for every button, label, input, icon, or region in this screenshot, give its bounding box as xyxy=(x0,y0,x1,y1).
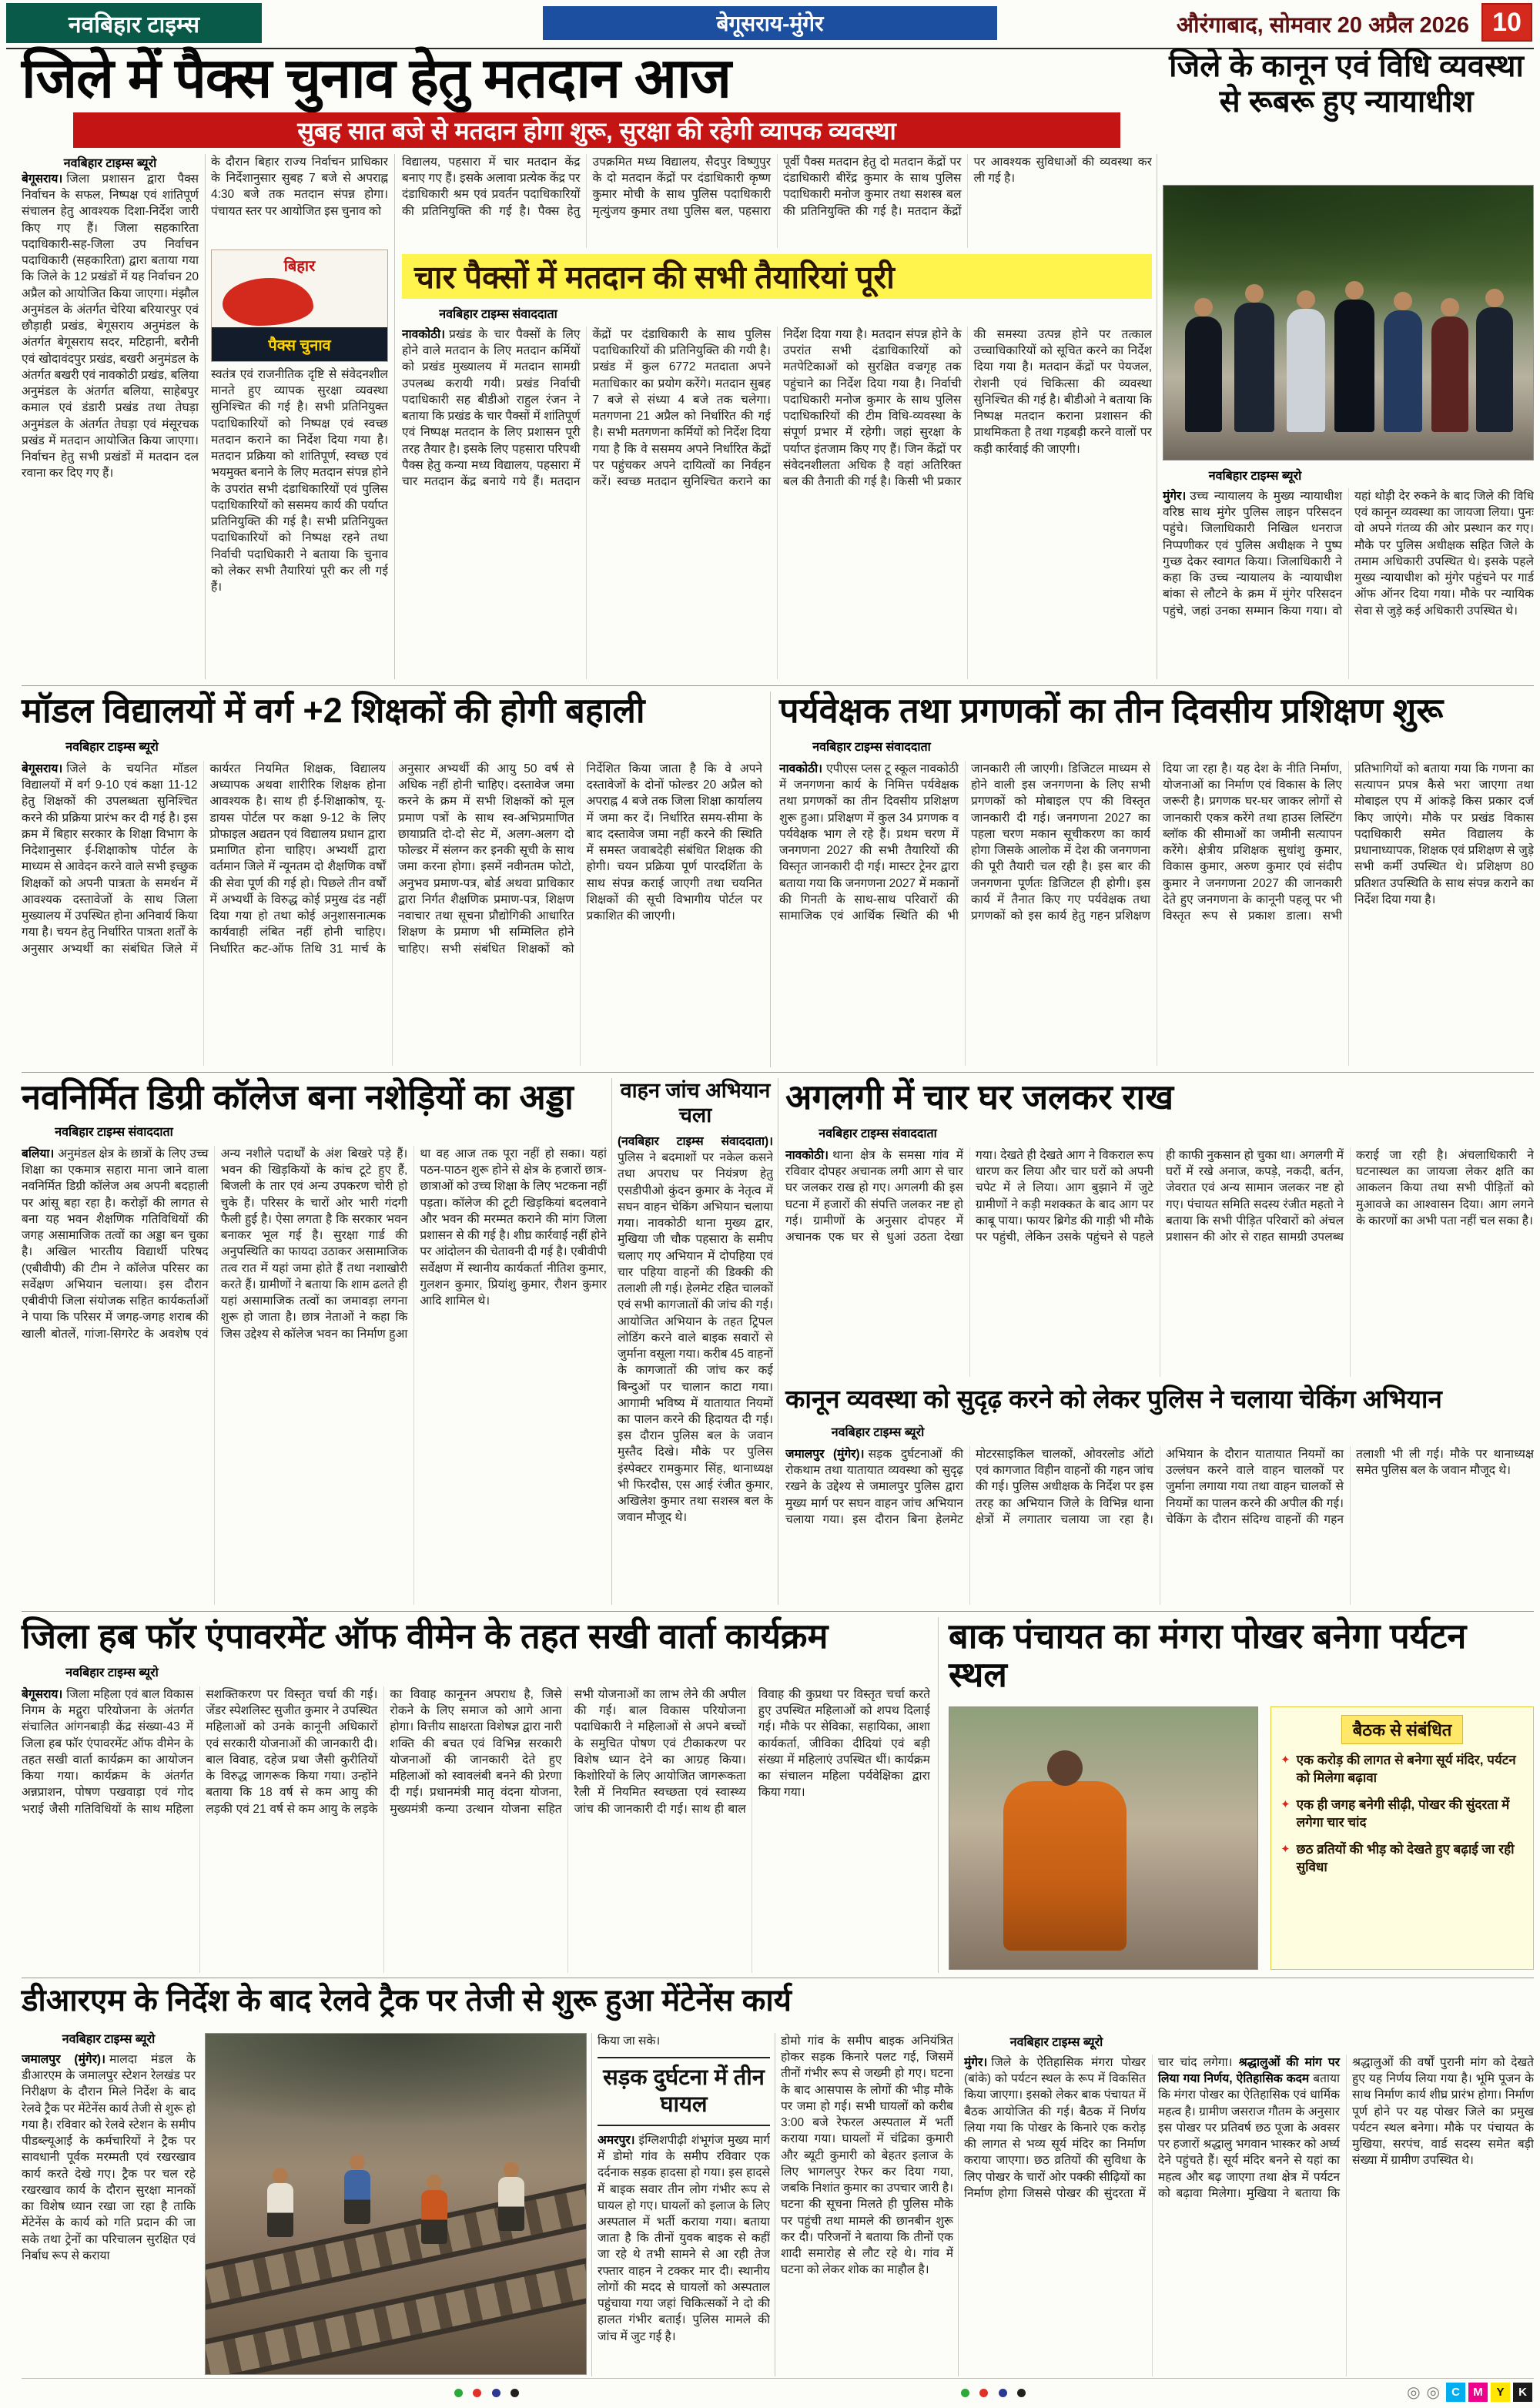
bullet-icon: ✦ xyxy=(1281,1842,1291,1856)
sakhi-body: बेगूसराय। जिला महिला एवं बाल विकास निगम के मद्गुरा परियोजना के अंतर्गत संचालित आंगनबाड़ी केंद्र संख्या-43 में जिला हब फॉर एंपावरमेंट ऑफ वीमेन के तहत सखी वार्ता कार्यक्रम का आयोजन किया गया। कार्यक्रम के अंतर्गत अन्नप्राशन, पोषण पखवाड़ा एवं गोद भराई जैसी गतिविधियों के साथ महिला सशक्तिकरण पर विस्तृत चर्चा की गई। जेंडर स्पेशलिस्ट सुजीत कुमार ने उपस्थित महिलाओं को उनके कानूनी अधिकारों एवं सरकारी योजनाओं की जानकारी दी। बाल विवाह, दहेज प्रथा जैसी कुरीतियों के विरुद्ध जागरूक किया गया। उन्होंने बताया कि 18 वर्ष से कम आयु की लड़की एवं 21 वर्ष से कम आयु के लड़के का विवाह कानूनन अपराध है, जिसे रोकने के लिए समाज को आगे आना होगा। वित्तीय साक्षरता विशेषज्ञ द्वारा नारी शक्ति की बचत एवं विभिन्न सरकारी योजनाओं की जानकारी देते हुए महिलाओं को स्वावलंबी बनने की प्रेरणा दी गई। प्रधानमंत्री मातृ वंदना योजना, मुख्यमंत्री कन्या उत्थान योजना सहित सभी योजनाओं का लाभ लेने की अपील की गई। बाल विकास परियोजना पदाधिकारी ने महिलाओं से अपने बच्चों के समुचित पोषण एवं टीकाकरण पर विशेष ध्यान देने का आग्रह किया। किशोरियों के लिए आयोजित जागरूकता रैली में नियमित स्वच्छता एवं स्वास्थ्य जांच की जानकारी दी गई। साथ ही बाल विवाह की कुप्रथा पर विस्तृत चर्चा करते हुए उपस्थित महिलाओं को शपथ दिलाई गई। मौके पर सेविका, सहायिका, आशा कार्यकर्ता, जीविका दीदियां एवं बड़ी संख्या में महिलाएं उपस्थित थीं। कार्यक्रम का संचालन महिला पर्यवेक्षिका द्वारा किया गया। xyxy=(22,1688,930,1816)
column-rule xyxy=(394,154,395,679)
date-line: औरंगाबाद, सोमवार 20 अप्रैल 2026 xyxy=(1176,13,1469,38)
page-number-badge: 10 xyxy=(1481,3,1532,42)
column-rule xyxy=(205,154,206,679)
dateline: नावकोठी। xyxy=(785,1149,829,1162)
worker-figure xyxy=(344,2170,370,2224)
sakhi-headline: जिला हब फॉर एंपावरमेंट ऑफ वीमेन के तहत सखी वार्ता कार्यक्रम xyxy=(22,1616,829,1656)
fire-headline: अगलगी में चार घर जलकर राख xyxy=(785,1077,1174,1117)
person-figure xyxy=(1287,309,1325,432)
person-figure xyxy=(1384,310,1422,432)
infobox-title: बैठक से संबंधित xyxy=(1341,1715,1464,1744)
police-check-body: जमालपुर (मुंगेर)। सड़क दुर्घटनाओं की रोकथाम तथा यातायात व्यवस्था को सुदृढ़ रखने के उद्देश्य से जमालपुर पुलिस द्वारा मुख्य मार्ग पर सघन वाहन जांच अभियान चलाया गया। इस दौरान बिना हेलमेट मोटरसाइकिल चालकों, ओवरलोड ऑटो एवं कागजात विहीन वाहनों की गहन जांच की गई। पुलिस अधीक्षक के निर्देश पर इस तरह का अभियान जिले के विभिन्न थाना क्षेत्रों में लगातार चलाया जा रहा है। अभियान के दौरान यातायात नियमों का उल्लंघन करने वाले वाहन चालकों पर जुर्माना लगाया गया तथा वाहन चालकों से नियमों का पालन करने की अपील की गई। चेकिंग के दौरान संदिग्ध वाहनों की गहन तलाशी भी ली गई। मौके पर थानाध्यक्ष समेत पुलिस बल के जवान मौजूद थे। xyxy=(785,1448,1534,1526)
infobox-item: ✦ एक करोड़ की लागत से बनेगा सूर्य मंदिर, पर्यटन को मिलेगा बढ़ावा xyxy=(1281,1752,1524,1787)
lead-article-continuation: विद्यालय, पहसारा में चार मतदान केंद्र बनाए गए हैं। इसके अलावा प्रत्येक केंद्र पर दंडाधिकारी श्रम एवं प्रवर्तन पदाधिकारियों की प्रतिनियुक्ति की गई है। पैक्स हेतु उपक्रमित मध्य विद्यालय, सैदपुर विष्णुपुर के दो मतदान केंद्रों पर दंडाधिकारी कृष्ण कुमार मोची के साथ पुलिस पदाधिकारी मृत्युंजय कुमार तथा पुलिस बल, पहसारा पूर्वी पैक्स मतदान हेतु दो मतदान केंद्रों पर दंडाधिकारी बीरेंद्र कुमार के साथ पुलिस पदाधिकारी मनोज कुमार तथा सशस्त्र बल की प्रतिनियुक्ति की गई है। मतदान केंद्रों पर आवश्यक सुविधाओं की व्यवस्था कर ली गई है। xyxy=(402,156,1152,218)
byline: नवबिहार टाइम्स ब्यूरो xyxy=(831,1426,925,1439)
dateline: जमालपुर (मुंगेर)। xyxy=(785,1448,865,1461)
byline: नवबिहार टाइम्स संवाददाता xyxy=(819,1127,937,1140)
lead-subheadline-banner: सुबह सात बजे से मतदान होगा शुरू, सुरक्षा की रहेगी व्यापक व्यवस्था xyxy=(73,112,1120,148)
registration-mark-icon: ◎ xyxy=(1426,2384,1440,2401)
training-body: नावकोठी। एपीएस प्लस टू स्कूल नावकोठी में जनगणना कार्य के निमित्त पर्यवेक्षक तथा प्रगणकों का तीन दिवसीय प्रशिक्षण शुरू हुआ। प्रशिक्षण में कुल 34 प्रगणक व पर्यवेक्षक भाग ले रहे हैं। प्रथम चरण में जनगणना 2027 की सभी तैयारियों की विस्तृत जानकारी दी गई। मास्टर ट्रेनर द्वारा बताया गया कि जनगणना 2027 में मकानों की गिनती के साथ-साथ परिवारों की सामाजिक एवं आर्थिक स्थिति की भी जानकारी ली जाएगी। डिजिटल माध्यम से होने वाली इस जनगणना के लिए सभी प्रगणकों को मोबाइल एप की विस्तृत जानकारी दी गई। जनगणना 2027 का पहला चरण मकान सूचीकरण का कार्य होगा जिसके आलोक में देश की जनगणना की पूरी तैयारी चल रही है। इस बार की जनगणना पूर्णतः डिजिटल ही होगी। इस कार्य में तैनात किए गए पर्यवेक्षक तथा प्रगणकों को इस कार्य हेतु गहन प्रशिक्षण दिया जा रहा है। यह देश के नीति निर्माण, योजनाओं का निर्माण एवं विकास के लिए जरूरी है। प्रगणक घर-घर जाकर लोगों से जानकारी एकत्र करेंगे तथा हाउस लिस्टिंग ब्लॉक की सीमाओं का जमीनी सत्यापन करेंगे। क्षेत्रीय प्रशिक्षक सुधांशु कुमार, विकास कुमार, अरुण कुमार एवं संदीप कुमार ने जनगणना 2027 की जानकारी देते हुए जनगणना के कानूनी पहलू पर भी विस्तृत रूप से प्रकाश डाला। सभी प्रतिभागियों को बताया गया कि गणना का सत्यापन प्रपत्र कैसे भरा जाएगा तथा मोबाइल एप में आंकड़े किस प्रकार दर्ज किए जाएंगे। मौके पर प्रखंड विकास पदाधिकारी समेत विद्यालय के प्रधानाध्यापक, शिक्षक एवं प्रशिक्षण से जुड़े सभी कर्मी उपस्थित थे। प्रशिक्षण 80 प्रतिशत उपस्थिति के साथ संपन्न कराने का निर्देश दिया गया है। xyxy=(779,762,1534,923)
color-dot-red xyxy=(473,2389,481,2397)
dateline: बलिया। xyxy=(22,1147,55,1160)
byline: नवबिहार टाइम्स ब्यूरो xyxy=(1009,2036,1103,2049)
color-dot-black xyxy=(1017,2389,1026,2397)
model-schools-headline: मॉडल विद्यालयों में वर्ग +2 शिक्षकों की होगी बहाली xyxy=(22,691,645,730)
meeting-infobox xyxy=(1270,1706,1534,1970)
byline: नवबिहार टाइम्स ब्यूरो xyxy=(1208,470,1302,483)
inline-subhead: श्रद्धालुओं की मांग पर लिया गया निर्णय, ऐतिहासिक कदम xyxy=(1158,2056,1341,2086)
print-color-dots xyxy=(961,2387,1033,2401)
accident-body2: डोमो गांव के समीप बाइक अनियंत्रित होकर सड़क किनारे पलट गई, जिसमें तीनों गंभीर रूप से जख्मी हो गए। घटना के बाद आसपास के लोगों की भीड़ मौके पर जमा हो गई। सभी घायलों को करीब 3:00 बजे रेफरल अस्पताल में भर्ती कराया गया। घायलों में चंद्रिका कुमारी और ब्यूटी कुमारी को बेहतर इलाज के लिए भागलपुर रेफर कर दिया गया, जबकि निशांत कुमार का उपचार जारी है। घटना की सूचना मिलते ही पुलिस मौके पर पहुंची तथा मामले की छानबीन शुरू कर दी। परिजनों ने बताया कि तीनों एक शादी समारोह से लौट रहे थे। गांव में घटना को लेकर शोक का माहौल है। xyxy=(781,2035,953,2277)
dateline: मुंगेर। xyxy=(1163,490,1187,503)
poster-region-label: बिहार xyxy=(283,258,316,275)
cmyk-m: M xyxy=(1468,2383,1488,2402)
lead-headline: जिले में पैक्स चुनाव हेतु मतदान आज xyxy=(22,48,731,109)
vehicle-check-body: (नवबिहार टाइम्स संवाददाता)। पुलिस ने बदमाशों पर नकेल कसने तथा अपराध पर नियंत्रण हेतु एसडीपीओ कुंदन कुमार के नेतृत्व में सघन वाहन चेकिंग अभियान चलाया गया। नावकोठी थाना मुख्य द्वार, मुखिया जी चौक पहसारा के समीप चलाए गए अभियान में दोपहिया एवं चार पहिया वाहनों की डिक्की की तलाशी ली गई। हेलमेट रहित चालकों एवं सभी कागजातों की जांच की गई। आयोजित अभियान के तहत ट्रिपल लोडिंग करने वाले बाइक सवारों से जुर्माना वसूला गया। करीब 45 वाहनों के कागजातों की जांच कर कई बिन्दुओं पर चालान काटा गया। आगामी भविष्य में यातायात नियमों का पालन करने की हिदायत दी गई। इस दौरान पुलिस बल के जवान मुस्तैद दिखे। मौके पर पुलिस इंस्पेक्टर रामकुमार सिंह, थानाध्यक्ष भी फिरदौस, एस आई रंजीत कुमार, अखिलेश कुमार तथा सशस्त्र बल के जवान मौजूद थे। xyxy=(618,1135,773,1525)
person-figure xyxy=(1476,307,1513,432)
cmyk-k: K xyxy=(1513,2383,1532,2402)
byline: नवबिहार टाइम्स संवाददाता xyxy=(439,308,557,321)
railway-track-photo xyxy=(205,2033,587,2375)
cmyk-y: Y xyxy=(1491,2383,1510,2402)
pacs-election-poster xyxy=(211,250,388,362)
color-dot-blue xyxy=(492,2389,500,2397)
color-dot-green xyxy=(961,2389,969,2397)
edition-banner: बेगूसराय-मुंगेर xyxy=(543,6,997,40)
person-figure xyxy=(1431,316,1468,432)
byline: नवबिहार टाइम्स ब्यूरो xyxy=(65,741,159,754)
masthead: नवबिहार टाइम्स xyxy=(6,3,262,43)
byline: नवबिहार टाइम्स संवाददाता xyxy=(55,1126,173,1139)
column-rule xyxy=(611,1078,612,1605)
dateline: नावकोठी। xyxy=(779,762,823,775)
accident-column: किया जा सके। सड़क दुर्घटना में तीन घायल अमरपुर। इंग्लिशपीढ़ी शंभूगंज मुख्य मार्ग में डोमो गांव के समीप रविवार एक दर्दनाक सड़क हादसा हो गया। इस हादसे में बाइक सवार तीन लोग गंभीर रूप से घायल हो गए। घायलों को इलाज के लिए अस्पताल में भर्ती कराया गया। बताया जाता है कि तीनों युवक बाइक से कहीं जा रहे थे तभी सामने से आ रही तेज रफ्तार वाहन ने टक्कर मार दी। स्थानीय लोगों की मदद से घायलों को अस्पताल पहुंचाया गया जहां चिकित्सकों ने दो की हालत गंभीर बताई। पुलिस मामले की जांच में जुट गई है। xyxy=(598,2035,770,2343)
person-figure xyxy=(1185,316,1222,432)
column-rule xyxy=(938,1617,939,1973)
lead-article-col2a: के दौरान बिहार राज्य निर्वाचन प्राधिकार के निर्देशानुसार सुबह 7 बजे से अपराह्न 4:30 बजे तक मतदान संपन्न होगा। पंचायत स्तर पर आयोजित इस चुनाव को xyxy=(211,156,388,218)
infobox-item: ✦ छठ व्रतियों की भीड़ को देखते हुए बढ़ाई जा रही सुविधा xyxy=(1281,1841,1524,1877)
cmyk-c: C xyxy=(1446,2383,1465,2402)
section-divider xyxy=(22,1611,1534,1612)
print-color-dots xyxy=(454,2387,526,2401)
bihar-map-icon xyxy=(223,278,313,326)
fire-body: नावकोठी। थाना क्षेत्र के समसा गांव में रविवार दोपहर अचानक लगी आग से चार घर जलकर राख हो गए। अगलगी की इस घटना में हजारों की संपत्ति जलकर नष्ट हो गई। ग्रामीणों के अनुसार दोपहर में अचानक एक घर से धुआं उठता देखा गया। देखते ही देखते आग ने विकराल रूप धारण कर लिया और चार घरों को अपनी चपेट में ले लिया। आग बुझाने में जुटे ग्रामीणों ने कड़ी मशक्कत के बाद आग पर काबू पाया। फायर ब्रिगेड की गाड़ी भी मौके पर पहुंची, लेकिन उसके पहुंचने से पहले ही काफी नुकसान हो चुका था। अगलगी में घरों में रखे अनाज, कपड़े, नकदी, बर्तन, जेवरात एवं अन्य सामान जलकर नष्ट हो गए। पंचायत समिति सदस्य रंजीत महतो ने बताया कि सभी पीड़ित परिवारों को अंचल प्रशासन की ओर से राहत सामग्री उपलब्ध कराई जा रही है। अंचलाधिकारी ने घटनास्थल का जायजा लेकर क्षति का आकलन किया तथा सभी पीड़ितों को मुआवजे का आश्वासन दिया। आग लगने के कारणों का अभी पता नहीं चल सका है। xyxy=(785,1149,1534,1244)
dateline: बेगूसराय। xyxy=(22,172,63,186)
bullet-icon: ✦ xyxy=(1281,1797,1291,1811)
footer-divider xyxy=(22,2378,1534,2379)
person-figure xyxy=(1234,303,1274,432)
dateline: जमालपुर (मुंगेर)। xyxy=(22,2053,105,2066)
section-divider xyxy=(22,1072,1534,1073)
registration-mark-icon: ◎ xyxy=(1407,2384,1421,2401)
person-figure xyxy=(1334,300,1374,432)
byline: नवबिहार टाइम्स ब्यूरो xyxy=(65,1666,159,1680)
byline: नवबिहार टाइम्स ब्यूरो xyxy=(63,157,157,170)
dateline: बेगूसराय। xyxy=(22,1688,63,1701)
dateline: मुंगेर। xyxy=(964,2056,988,2069)
judges-headline: जिले के कानून एवं विधि व्यवस्था से रूबरू हुए न्यायाधीश xyxy=(1169,49,1524,119)
pacs-ready-headline: चार पैक्सों में मतदान की सभी तैयारियां पूरी xyxy=(402,254,1152,299)
judges-body: मुंगेर। उच्च न्यायालय के मुख्य न्यायाधीश वरिष्ठ साथ मुंगेर पुलिस लाइन परिसदन पहुंचे। जिलाधिकारी निखिल धनराज निप्पणीकर एवं पुलिस अधीक्षक ने पुष्प गुच्छ देकर स्वागत किया। जिलाधिकारी ने कहा कि उच्च न्यायालय के न्यायाधीश बांका से लौटने के क्रम में मुंगेर परिसदन पहुंचे, जहां उनका सम्मान किया गया। वो यहां थोड़ी देर रुकने के बाद जिले की विधि एवं कानून व्यवस्था का जायजा लिया। पुनः वो अपने गंतव्य की ओर प्रस्थान कर गए। मौके पर पुलिस अधीक्षक सहित जिले के तमाम अधिकारी उपस्थित थे। इसके पहले मुख्य न्यायाधीश को मुंगेर पहुंचने पर गार्ड ऑफ ऑनर दिया गया। मौके पर न्यायिक सेवा से जुड़े कई अधिकारी उपस्थित थे। xyxy=(1163,490,1534,618)
byline: नवबिहार टाइम्स ब्यूरो xyxy=(62,2033,156,2046)
accident-headline: सड़क दुर्घटना में तीन घायल xyxy=(598,2057,770,2126)
column-rule xyxy=(958,2033,959,2376)
vehicle-check-headline: वाहन जांच अभियान चला xyxy=(620,1079,771,1127)
lead-article-col2b: स्वतंत्र एवं राजनीतिक दृष्टि से संवेदनशील मानते हुए व्यापक सुरक्षा व्यवस्था सुनिश्चित की गई है। सभी प्रतिनियुक्त पदाधिकारियों को निष्पक्ष एवं स्वच्छ मतदान कराने का निर्देश दिया गया है। मतदान प्रक्रिया को शांतिपूर्ण, स्वच्छ एवं भयमुक्त बनाने के लिए मतदान संपन्न होने के उपरांत सभी दंडाधिकारियों एवं पुलिस पदाधिकारियों को ससमय कार्य की पर्याप्त प्रतिनियुक्ति की गई है। सभी प्रतिनियुक्त पदाधिकारियों को निष्पक्ष रहने तथा निर्वाची पदाधिकारी ने बताया कि चुनाव को लेकर सभी तैयारियां पूरी कर ली गई हैं। xyxy=(211,368,388,594)
poster-title: पैक्स चुनाव xyxy=(212,327,387,361)
judges-visit-photo xyxy=(1163,185,1534,461)
pokhar-body: मुंगेर। जिले के ऐतिहासिक मंगरा पोखर (बांके) को पर्यटन स्थल के रूप में विकसित किया जाएगा। इसको लेकर बाक पंचायत में बैठक आयोजित की गई। बैठक में निर्णय लिया गया कि पोखर के किनारे एक करोड़ की लागत से भव्य सूर्य मंदिर का निर्माण कराया जाएगा। छठ व्रतियों की सुविधा के लिए पोखर के चारों ओर पक्की सीढ़ियों का निर्माण होगा जिससे पोखर की सुंदरता में चार चांद लगेगा। श्रद्धालुओं की मांग पर लिया गया निर्णय, ऐतिहासिक कदम बताया कि मंगरा पोखर का ऐतिहासिक एवं धार्मिक महत्व है। ग्रामीण जसराज गौतम के अनुसार इस पोखर पर प्रतिवर्ष छठ पूजा के अवसर पर हजारों श्रद्धालु भगवान भास्कर को अर्घ्य देने पहुंचते हैं। सूर्य मंदिर बनने से यहां का महत्व और बढ़ जाएगा तथा क्षेत्र में पर्यटन को बढ़ावा मिलेगा। मुखिया ने बताया कि श्रद्धालुओं की वर्षों पुरानी मांग को देखते हुए यह निर्णय लिया गया है। भूमि पूजन के साथ निर्माण कार्य शीघ्र प्रारंभ होगा। निर्माण पूर्ण होने पर यह पोखर जिले का प्रमुख पर्यटन स्थल बनेगा। मौके पर पंचायत के मुखिया, सरपंच, वार्ड सदस्य समेत बड़ी संख्या में ग्रामीण उपस्थित थे। xyxy=(964,2056,1534,2200)
color-dot-black xyxy=(511,2389,519,2397)
bullet-icon: ✦ xyxy=(1281,1753,1291,1767)
byline: नवबिहार टाइम्स संवाददाता xyxy=(812,741,931,754)
dateline: नावकोठी। xyxy=(402,328,446,341)
saffron-person-figure xyxy=(1003,1781,1127,1951)
color-dot-red xyxy=(979,2389,988,2397)
cmyk-print-marks xyxy=(1407,2383,1532,2402)
railway-headline: डीआरएम के निर्देश के बाद रेलवे ट्रैक पर तेजी से शुरू हुआ मेंटेनेंस कार्य xyxy=(22,1984,792,2018)
worker-figure xyxy=(498,2177,524,2231)
section-divider xyxy=(22,685,1534,686)
pacs-ready-body: नावकोठी। प्रखंड के चार पैक्सों के लिए होने वाले मतदान के लिए मतदान कर्मियों को प्रखंड मुख्यालय में मतदान सामग्री उपलब्ध करायी गयी। प्रखंड निर्वाची पदाधिकारी सह बीडीओ राहुल रंजन ने बताया कि प्रखंड के चार पैक्सों में शांतिपूर्ण एवं निष्पक्ष मतदान के लिए प्रशासन पूरी तरह तैयार है। इसके लिए पहसारा परिपथी पैक्स हेतु कन्या मध्य विद्यालय, पहसारा में चार मतदान केंद्र बनाये गये हैं। मतदान केंद्रों पर दंडाधिकारी के साथ पुलिस पदाधिकारियों की प्रतिनियुक्ति की गयी है। प्रखंड में कुल 6772 मतदाता अपने मताधिकार का प्रयोग करेंगे। मतदान सुबह 7 बजे से संध्या 4 बजे तक चलेगा। मतगणना 21 अप्रैल को निर्धारित की गई है। सभी मतगणना कर्मियों को निर्देश दिया गया है कि वे ससमय अपने निर्धारित केंद्रों पर पहुंचकर अपने दायित्वों का निर्वहन करें। स्वच्छ मतदान सुनिश्चित कराने का निर्देश दिया गया है। मतदान संपन्न होने के उपरांत सभी दंडाधिकारियों को मतपेटिकाओं को सुरक्षित वज्रगृह तक पहुंचाने का निर्देश दिया गया है। निर्वाची पदाधिकारी मनोज कुमार के साथ पुलिस पदाधिकारियों की टीम विधि-व्यवस्था के संपूर्ण प्रभार में रहेगी। जहां सुरक्षा के पर्याप्त इंतजाम किए गए हैं। जिन केंद्रों पर संवेदनशीलता अधिक है वहां अतिरिक्त बल की तैनाती की गई है। किसी भी प्रकार की समस्या उत्पन्न होने पर तत्काल उच्चाधिकारियों को सूचित करने का निर्देश दिया गया है। मतदान केंद्रों पर पेयजल, रोशनी एवं चिकित्सा की व्यवस्था सुनिश्चित की गई है। बीडीओ ने बताया कि निष्पक्ष मतदान कराना प्रशासन की प्राथमिकता है तथा गड़बड़ी करने वालों पर कड़ी कार्रवाई की जाएगी। xyxy=(402,328,1152,489)
dateline: बेगूसराय। xyxy=(22,762,63,775)
dateline: (नवबिहार टाइम्स संवाददाता)। xyxy=(618,1135,773,1148)
lead-article-col1: नवबिहार टाइम्स ब्यूरो बेगूसराय। जिला प्रशासन द्वारा पैक्स निर्वाचन के सफल, निष्पक्ष एवं शांतिपूर्ण संचालन हेतु आवश्यक दिशा-निर्देश जारी किए गए हैं। जिला सहकारिता पदाधिकारी-सह-जिला उप निर्वाचन पदाधिकारी (सहकारिता) द्वारा बताया गया कि जिले के 12 प्रखंडों में यह निर्वाचन 20 अप्रैल को आयोजित किया जाएगा। मंझौल अनुमंडल के अंतर्गत चेरिया बरियारपुर एवं छौड़ाही प्रखंड, बेगूसराय अनुमंडल के अंतर्गत बेगूसराय सदर, मटिहानी, बरौनी एवं खोदावंदपुर प्रखंड, बखरी अनुमंडल के अंतर्गत बखरी एवं नावकोठी प्रखंड, बलिया अनुमंडल के अंतर्गत बलिया, साहेबपुर कमाल एवं डंडारी प्रखंड तथा तेघड़ा अनुमंडल के अंतर्गत तेघड़ा एवं मंसूरचक प्रखंड में मतदान आयोजित किया जाएगा। निर्वाचन हेतु सभी प्रखंडों में मतदान दल रवाना कर दिए गए हैं। xyxy=(22,154,199,679)
color-dot-green xyxy=(454,2389,463,2397)
college-body: बलिया। अनुमंडल क्षेत्र के छात्रों के लिए उच्च शिक्षा का एकमात्र सहारा माना जाने वाला नवनिर्मित डिग्री कॉलेज अब अपनी बदहाली पर आंसू बहा रहा है। करोड़ों की लागत से बना यह भवन शैक्षणिक गतिविधियों की जगह असामाजिक तत्वों का अड्डा बन चुका है। अखिल भारतीय विद्यार्थी परिषद (एबीवीपी) की टीम ने कॉलेज परिसर का सर्वेक्षण अभियान चलाया। इस दौरान एबीवीपी जिला संयोजक सहित कार्यकर्ताओं ने पाया कि परिसर में जगह-जगह शराब की खाली बोतलें, गांजा-सिगरेट के अवशेष एवं अन्य नशीले पदार्थों के अंश बिखरे पड़े हैं। भवन की खिड़कियों के कांच टूटे हुए हैं, बिजली के तार एवं अन्य उपकरण चोरी हो चुके हैं। परिसर के चारों ओर भारी गंदगी फैली हुई है। ऐसा लगता है कि सरकार भवन बनाकर भूल गई है। सुरक्षा गार्ड की अनुपस्थिति का फायदा उठाकर असामाजिक तत्व रात में यहां जमा होते हैं तथा नशाखोरी करते हैं। ग्रामीणों ने बताया कि शाम ढलते ही यहां असामाजिक तत्वों का जमावड़ा लगना शुरू हो जाता है। छात्र नेताओं ने कहा कि जिस उद्देश्य से कॉलेज भवन का निर्माण हुआ था वह आज तक पूरा नहीं हो सका। यहां पठन-पाठन शुरू होने से क्षेत्र के हजारों छात्र-छात्राओं को उच्च शिक्षा के लिए भटकना नहीं पड़ता। कॉलेज की टूटी खिड़कियां बदलवाने और भवन की मरम्मत कराने की मांग जिला प्रशासन से की गई है। शीघ्र कार्रवाई नहीं होने पर आंदोलन की चेतावनी दी गई है। एबीवीपी सर्वेक्षण में स्थानीय कार्यकर्ता नीतिश कुमार, गुलशन कुमार, प्रियांशु कुमार, रौशन कुमार आदि शामिल थे। xyxy=(22,1147,607,1341)
column-rule xyxy=(770,692,771,1067)
worker-figure xyxy=(267,2183,293,2237)
infobox-item: ✦ एक ही जगह बनेगी सीढ़ी, पोखर की सुंदरता में लगेगा चार चांद xyxy=(1281,1797,1524,1832)
pokhar-meeting-photo xyxy=(949,1706,1258,1970)
police-check-headline: कानून व्यवस्था को सुदृढ़ करने को लेकर पुलिस ने चलाया चेकिंग अभियान xyxy=(785,1385,1442,1413)
model-schools-body: बेगूसराय। जिले के चयनित मॉडल विद्यालयों में वर्ग 9-10 एवं कक्षा 11-12 हेतु शिक्षकों की उपलब्धता सुनिश्चित करने की प्रक्रिया प्रारंभ कर दी गई है। इस क्रम में बिहार सरकार के शिक्षा विभाग के निदेशानुसार ई-शिक्षाकोष पोर्टल के माध्यम से आवेदन करने वाले सभी इच्छुक शिक्षकों को अपनी पात्रता के समर्थन में आवश्यक दस्तावेजों के साथ जिला मुख्यालय में उपस्थित होना अनिवार्य किया गया है। चयन हेतु निर्धारित पात्रता शर्तों के अनुसार अभ्यर्थी का संबंधित जिले में कार्यरत नियमित शिक्षक, विद्यालय अध्यापक अथवा शारीरिक शिक्षक होना आवश्यक है। साथ ही ई-शिक्षाकोष, यू-डायस पोर्टल पर कक्षा 9-12 के लिए प्रोफाइल अद्यतन एवं विद्यालय प्रधान द्वारा प्रमाणित होना चाहिए। अभ्यर्थी द्वारा वर्तमान जिले में न्यूनतम दो शैक्षणिक वर्षों की सेवा पूर्ण की गई हो। पिछले तीन वर्षों में अभ्यर्थी के विरुद्ध कोई प्रमुख दंड नहीं दिया गया हो तथा कोई अनुशासनात्मक कार्यवाही लंबित नहीं होनी चाहिए। निर्धारित कट-ऑफ तिथि 31 मार्च के अनुसार अभ्यर्थी की आयु 50 वर्ष से अधिक नहीं होनी चाहिए। दस्तावेज जमा करने के क्रम में सभी शिक्षकों को मूल प्रमाण पत्रों के साथ स्व-अभिप्रमाणित छायाप्रति दो-दो सेट में, अलग-अलग दो फोल्डर में संलग्न कर इनकी सूची के साथ जमा करना होगा। इसमें नवीनतम फोटो, अनुभव प्रमाण-पत्र, बोर्ड अथवा प्राधिकार द्वारा निर्गत शैक्षणिक प्रमाण-पत्र, शिक्षण नवाचार तथा सूचना प्रौद्योगिकी आधारित शिक्षण के प्रमाण भी सम्मिलित होने चाहिए। सभी संबंधित शिक्षकों को निर्देशित किया जाता है कि वे अपने दस्तावेजों के दोनों फोल्डर 20 अप्रैल को अपराह्न 4 बजे तक जिला शिक्षा कार्यालय में जमा कर दें। निर्धारित समय-सीमा के बाद दस्तावेज जमा नहीं करने की स्थिति में समस्त जवाबदेही संबंधित शिक्षक की होगी। चयन प्रक्रिया पूर्ण पारदर्शिता के साथ संपन्न कराई जाएगी तथा चयनित शिक्षकों की सूची विभागीय पोर्टल पर प्रकाशित की जाएगी। xyxy=(22,762,762,956)
pokhar-headline: बाक पंचायत का मंगरा पोखर बनेगा पर्यटन स्थल xyxy=(949,1616,1467,1695)
worker-figure xyxy=(421,2190,447,2244)
color-dot-blue xyxy=(999,2389,1007,2397)
dateline: अमरपुर। xyxy=(598,2133,635,2147)
railway-body-col1: जमालपुर (मुंगेर)। मालदा मंडल के डीआरएम के जमालपुर स्टेशन रेलखंड पर निरीक्षण के दौरान मिले निर्देश के बाद रेलवे ट्रैक पर मेंटेनेंस कार्य तेजी से शुरू हो गया है। रविवार को रेलवे स्टेशन के समीप पीडब्ल्यूआई के कर्मचारियों ने ट्रैक पर सावधानी पूर्वक मरम्मती एवं रखरखाव कार्य करते देखे गए। ट्रैक पर चल रहे रखरखाव कार्य के दौरान सुरक्षा मानकों का विशेष ध्यान रखा जा रहा है ताकि मेंटेनेंस के कार्य को गति प्रदान की जा सके तथा ट्रेनों का परिचालन सुरक्षित एवं निर्बाध रूप से कराया xyxy=(22,2053,196,2262)
column-rule xyxy=(591,2033,592,2376)
railway-fragment: किया जा सके। xyxy=(598,2035,661,2048)
training-headline: पर्यवेक्षक तथा प्रगणकों का तीन दिवसीय प्रशिक्षण शुरू xyxy=(779,691,1444,730)
college-headline: नवनिर्मित डिग्री कॉलेज बना नशेड़ियों का अड्डा xyxy=(22,1077,574,1117)
